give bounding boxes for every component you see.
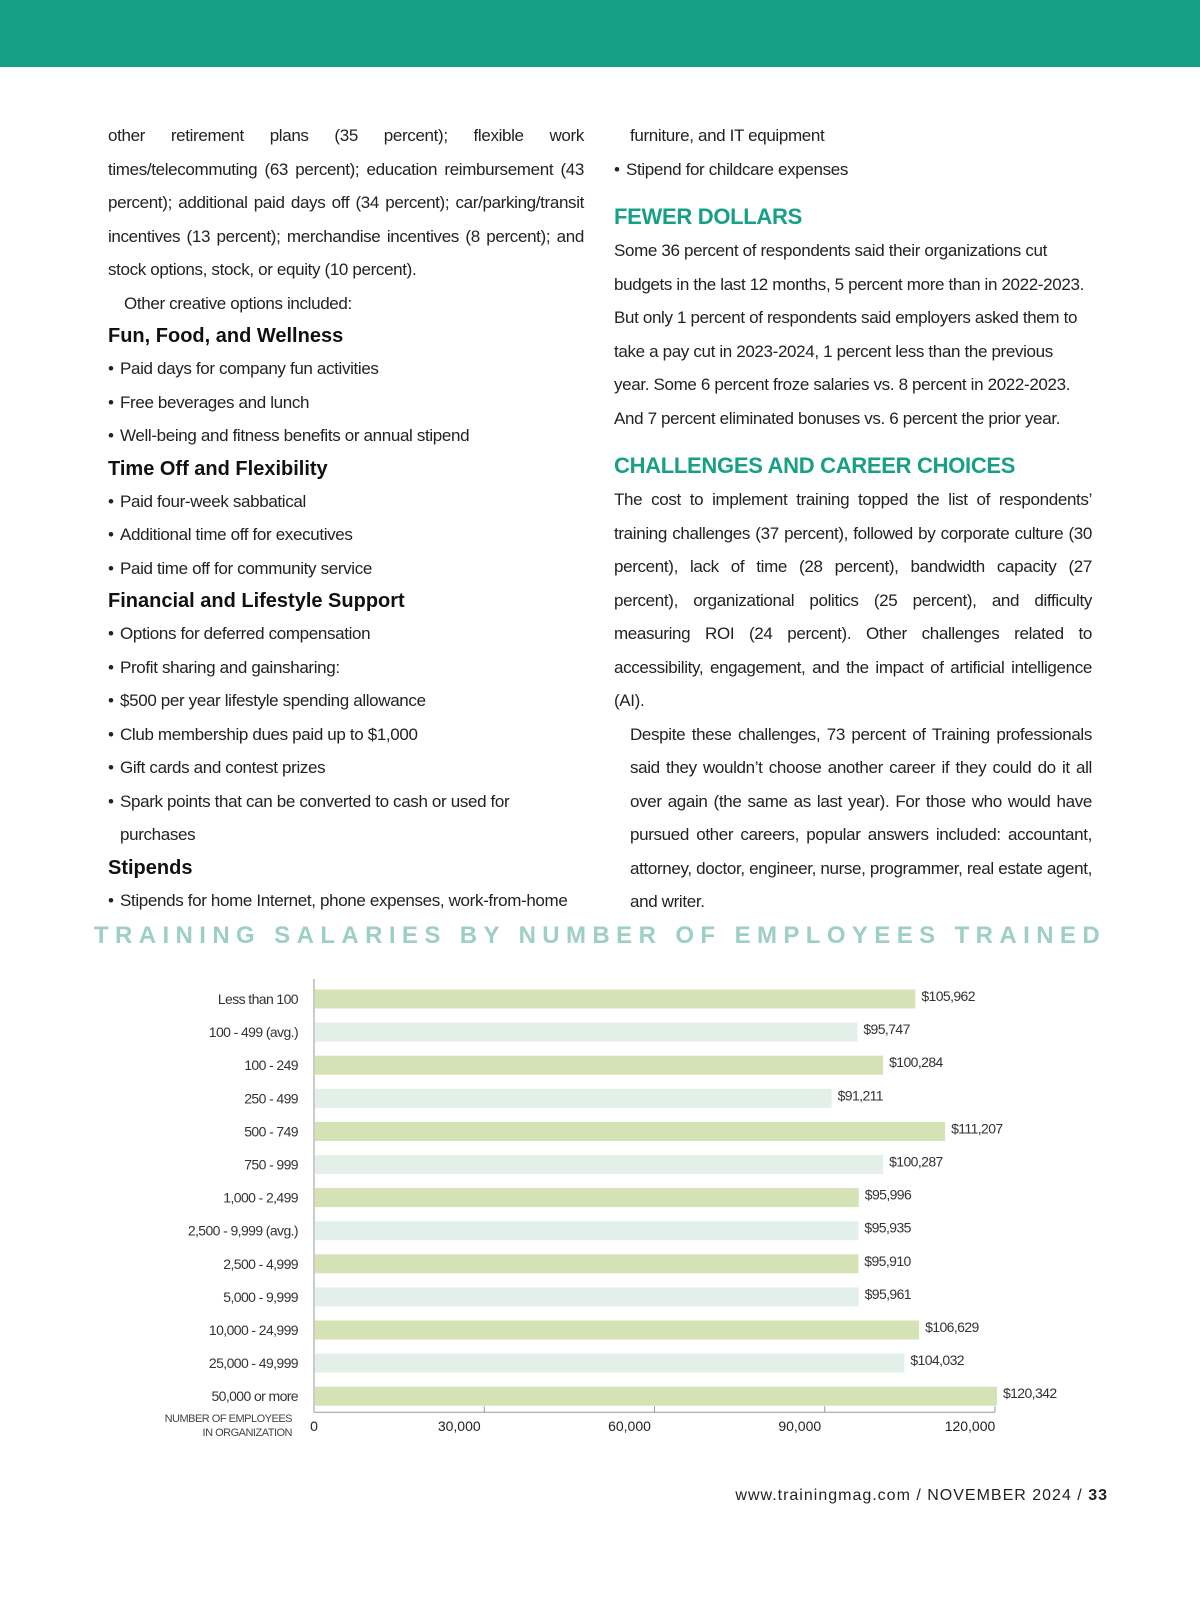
list-item: • Free beverages and lunch <box>108 386 584 420</box>
fun-heading: Fun, Food, and Wellness <box>108 325 344 347</box>
bar <box>315 1089 832 1108</box>
bar <box>315 1387 997 1406</box>
category-label: 500 - 749 <box>244 1123 298 1140</box>
category-label: 2,500 - 4,999 <box>223 1255 298 1272</box>
bar <box>315 1023 857 1042</box>
salary-bar-chart <box>0 975 1200 1455</box>
stipend-continuation: furniture, and IT equipment <box>630 126 825 145</box>
value-label: $95,961 <box>864 1285 912 1302</box>
list-item: • Gift cards and contest prizes <box>108 751 584 785</box>
category-label: 5,000 - 9,999 <box>223 1288 298 1305</box>
category-label: 750 - 999 <box>244 1156 298 1173</box>
right-column <box>614 119 1092 919</box>
list-item: • Additional time off for executives <box>108 518 584 552</box>
x-tick-label: 120,000 <box>944 1418 996 1435</box>
list-item: • Well-being and fitness benefits or annual stipend <box>108 419 584 453</box>
x-tick-label: 0 <box>310 1418 318 1435</box>
list-item: • Spark points that can be converted to cash or used for purchases <box>108 785 584 852</box>
category-label: 10,000 - 24,999 <box>208 1322 298 1338</box>
fewer-dollars-heading: FEWER DOLLARS <box>614 204 802 229</box>
list-item: • $500 per year lifestyle spending allowance <box>108 684 584 718</box>
value-label: $120,342 <box>1002 1385 1057 1402</box>
bar <box>315 1056 883 1075</box>
bar <box>315 1155 883 1174</box>
value-label: $111,207 <box>951 1120 1003 1137</box>
category-label: 50,000 or more <box>211 1388 298 1405</box>
left-column <box>108 119 584 917</box>
value-label: $100,287 <box>889 1153 943 1170</box>
career-body: Despite these challenges, 73 percent of Training professionals said they wouldn’t choose another career if they could do it all over again (the same as last year). For those who would have pursued other careers, popular answers included: accountant, attorney, doctor, engineer, nurse, programmer, real estate agent, and writer. <box>630 724 1092 911</box>
timeoff-heading: Time Off and Flexibility <box>108 457 328 480</box>
y-axis-title: IN ORGANIZATION <box>202 1427 292 1440</box>
x-tick-label: 90,000 <box>778 1418 822 1435</box>
value-label: $100,284 <box>889 1054 943 1071</box>
value-label: $105,962 <box>921 988 975 1004</box>
category-label: 100 - 499 (avg.) <box>208 1024 298 1041</box>
creative-intro: Other creative options included: <box>124 293 352 313</box>
challenges-heading: CHALLENGES AND CAREER CHOICES <box>614 453 1016 478</box>
category-label: 25,000 - 49,999 <box>208 1355 298 1372</box>
bar <box>315 1287 859 1306</box>
bar <box>315 1254 858 1273</box>
list-item: • Options for deferred compensation <box>108 617 584 651</box>
bar <box>315 1354 904 1373</box>
category-label: 2,500 - 9,999 (avg.) <box>187 1222 298 1239</box>
childcare-list <box>614 153 1092 187</box>
x-tick-label: 60,000 <box>608 1418 651 1435</box>
x-tick-label: 30,000 <box>437 1418 481 1435</box>
footer-url-issue: www.trainingmag.com / NOVEMBER 2024 / <box>735 1487 1083 1504</box>
category-label: 1,000 - 2,499 <box>223 1189 298 1206</box>
value-label: $95,747 <box>863 1021 910 1038</box>
value-label: $95,935 <box>864 1219 911 1236</box>
page-number: 33 <box>1088 1487 1108 1504</box>
category-label: 100 - 249 <box>244 1057 298 1074</box>
fun-list <box>108 352 584 453</box>
y-axis-title: NUMBER OF EMPLOYEES <box>164 1413 292 1426</box>
list-item: • Paid time off for community service <box>108 552 584 586</box>
stipends-heading: Stipends <box>108 856 193 879</box>
bar <box>315 990 915 1009</box>
bar <box>315 1188 859 1207</box>
list-item: • Paid four-week sabbatical <box>108 485 584 519</box>
financial-heading: Financial and Lifestyle Support <box>108 590 405 612</box>
category-label: 250 - 499 <box>244 1090 298 1107</box>
value-label: $95,996 <box>864 1186 912 1203</box>
bar <box>315 1221 858 1240</box>
list-item: • Stipends for home Internet, phone expenses, work-from-home <box>108 884 584 918</box>
top-color-band <box>0 0 1200 67</box>
value-label: $104,032 <box>910 1352 964 1369</box>
value-label: $106,629 <box>925 1319 979 1335</box>
category-label: Less than 100 <box>217 991 298 1007</box>
page-footer <box>735 1487 1108 1505</box>
value-label: $95,910 <box>864 1252 911 1269</box>
challenges-body: The cost to implement training topped the list of respondents’ training challenges (37 percent), followed by corporate culture (30 percent), lack of time (28 percent), bandwidth capacity (27 percent), organizational politics (25 percent), and difficulty measuring ROI (24 percent). Other challenges related to accessibility, engagement, and the impact of artificial intelligence (AI). <box>614 490 1092 710</box>
financial-list <box>108 617 584 852</box>
fewer-dollars-body: Some 36 percent of respondents said their organizations cut budgets in the last 12 months, 5 percent more than in 2022-2023. But only 1 percent of respondents said employers asked them to take a pay cut in 2023-2024, 1 percent less than the previous year. Some 6 percent froze salaries vs. 8 percent in 2022-2023. And 7 percent eliminated bonuses vs. 6 percent the prior year. <box>614 241 1084 428</box>
chart-title: TRAINING SALARIES BY NUMBER OF EMPLOYEES TRAINED <box>93 922 1107 949</box>
intro-paragraph: other retirement plans (35 percent); flexible work times/telecommuting (63 percent); education reimbursement (43 percent); additional paid days off (34 percent); car/parking/transit incentives (13 percent); merchandise incentives (8 percent); and stock options, stock, or equity (10 percent). <box>108 126 584 279</box>
list-item: • Profit sharing and gainsharing: <box>108 651 584 685</box>
list-item: • Stipend for childcare expenses <box>614 153 1092 187</box>
list-item: • Club membership dues paid up to $1,000 <box>108 718 584 752</box>
timeoff-list <box>108 485 584 586</box>
bar <box>315 1122 945 1141</box>
value-label: $91,211 <box>837 1087 883 1104</box>
stipends-list <box>108 884 584 918</box>
list-item: • Paid days for company fun activities <box>108 352 584 386</box>
bar <box>315 1321 919 1340</box>
